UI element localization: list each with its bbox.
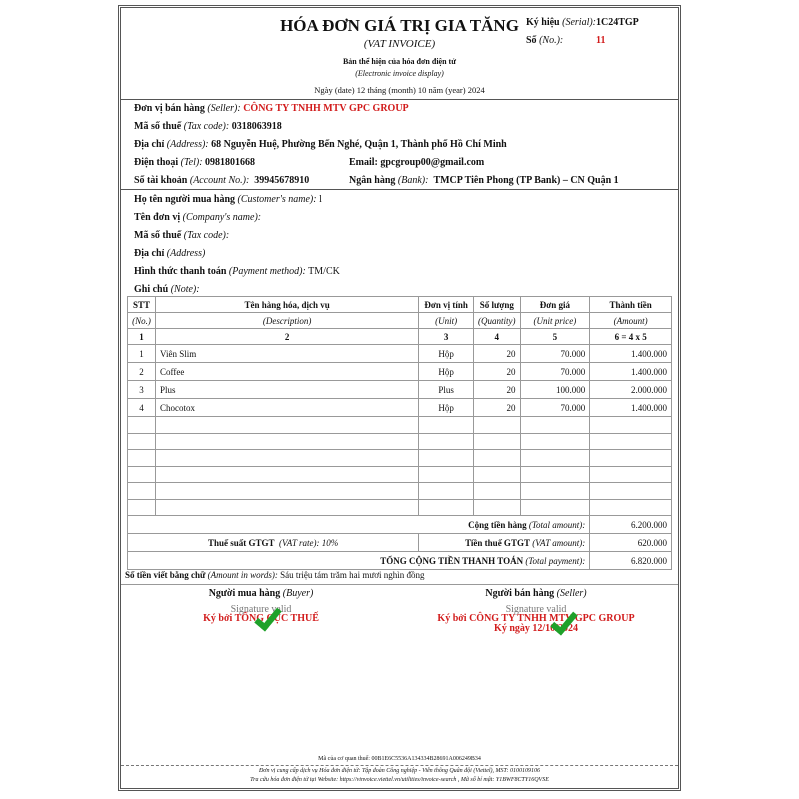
- table-header-row: [128, 297, 672, 313]
- col-amount: Thành tiền: [590, 297, 672, 313]
- vat-amount: 620.000: [590, 534, 672, 552]
- empty-cell: [155, 417, 418, 434]
- vat-amount-label: Tiền thuế GTGT: [465, 537, 530, 548]
- table-cell: 70.000: [520, 363, 590, 381]
- seller-tel-label: Điện thoại: [134, 157, 179, 168]
- seller-account-label-en: (Account No.):: [189, 175, 250, 186]
- display-label: Bản thể hiện của hóa đơn điện tử: [342, 57, 457, 66]
- empty-cell: [590, 417, 672, 434]
- empty-cell: [590, 433, 672, 450]
- index-cell: 5: [520, 329, 590, 345]
- buyer-tax-label-en: (Tax code):: [183, 230, 230, 241]
- seller-sig-label-en: (Seller): [556, 588, 587, 599]
- table-cell: 20: [474, 345, 521, 363]
- seller-tax-code: 0318063918: [231, 121, 282, 132]
- col-no-en: (No.): [128, 313, 156, 329]
- seller-address-label-en: (Address):: [166, 139, 209, 150]
- invoice-date: Ngày (date) 12 tháng (month) 10 năm (year) 2024: [314, 85, 485, 95]
- total-label: Cộng tiền hàng: [468, 519, 527, 530]
- empty-row: [128, 466, 672, 483]
- payment-method: TM/CK: [308, 266, 340, 277]
- total-payment-label-en: (Total payment):: [525, 555, 586, 566]
- seller-sign-date: Ký ngày 12/10/2024: [494, 623, 578, 634]
- empty-cell: [155, 466, 418, 483]
- invoice-number: 11: [596, 35, 606, 46]
- empty-cell: [155, 433, 418, 450]
- total-payment: 6.820.000: [590, 552, 672, 570]
- index-cell: 6 = 4 x 5: [590, 329, 672, 345]
- seller-label-en: (Seller):: [207, 103, 241, 114]
- table-cell: 20: [474, 363, 521, 381]
- empty-cell: [520, 499, 590, 516]
- total-label-en: (Total amount):: [528, 519, 586, 530]
- table-cell: 1: [128, 345, 156, 363]
- col-description-en: (Description): [155, 313, 418, 329]
- seller-account-label: Số tài khoản: [134, 175, 188, 186]
- table-cell: 1.400.000: [590, 399, 672, 417]
- seller-tel: 0981801668: [205, 157, 256, 168]
- display-label-en: (Electronic invoice display): [355, 69, 444, 78]
- table-cell: 70.000: [520, 345, 590, 363]
- empty-cell: [520, 466, 590, 483]
- tax-authority-code: Mã của cơ quan thuế: 00B1E6C5536A134334B28691A006249B34: [318, 756, 481, 762]
- empty-cell: [474, 433, 521, 450]
- empty-cell: [155, 483, 418, 500]
- vat-rate-label: Thuế suất GTGT: [207, 537, 275, 548]
- table-cell: 2: [128, 363, 156, 381]
- index-cell: 4: [474, 329, 521, 345]
- seller-tax-label-en: (Tax code):: [183, 121, 230, 132]
- no-label-en: (No.):: [539, 35, 564, 46]
- serial-value: 1C24TGP: [596, 17, 639, 28]
- divider: [121, 584, 678, 585]
- table-row: [128, 345, 672, 363]
- invoice-subtitle: (VAT INVOICE): [363, 38, 436, 50]
- seller-signature: [411, 588, 661, 634]
- col-quantity-en: (Quantity): [474, 313, 521, 329]
- empty-cell: [520, 417, 590, 434]
- empty-cell: [419, 466, 474, 483]
- buyer-sig-label: Người mua hàng: [208, 588, 281, 599]
- table-cell: Plus: [155, 381, 418, 399]
- empty-cell: [590, 499, 672, 516]
- empty-row: [128, 499, 672, 516]
- col-unit-price-en: (Unit price): [520, 313, 590, 329]
- divider: [121, 189, 678, 190]
- col-no: STT: [128, 297, 156, 313]
- provider-info: Đơn vị cung cấp dịch vụ Hóa đơn điện tử: Tập đoàn Công nghiệp - Viễn thông Quân đội (Viettel), MST: 0100109106: [258, 768, 541, 774]
- seller-bank-label: Ngân hàng: [349, 175, 396, 186]
- seller-label: Đơn vị bán hàng: [134, 103, 205, 114]
- table-cell: 70.000: [520, 399, 590, 417]
- table-cell: 20: [474, 381, 521, 399]
- items-table: [127, 296, 672, 570]
- seller-address-label: Địa chỉ: [134, 139, 165, 150]
- table-cell: 20: [474, 399, 521, 417]
- empty-row: [128, 417, 672, 434]
- seller-account: 39945678910: [254, 175, 310, 186]
- empty-cell: [419, 450, 474, 467]
- vat-rate: (VAT rate): 10%: [278, 537, 339, 548]
- col-unit-price: Đơn giá: [520, 297, 590, 313]
- words-label: Số tiền viết bằng chữ: [125, 570, 206, 580]
- table-header-row-en: [128, 313, 672, 329]
- table-cell: Hộp: [419, 345, 474, 363]
- buyer-address-label-en: (Address): [166, 248, 206, 259]
- table-row: [128, 363, 672, 381]
- no-label: Số: [526, 35, 537, 46]
- table-cell: 3: [128, 381, 156, 399]
- empty-row: [128, 450, 672, 467]
- table-cell: 1.400.000: [590, 363, 672, 381]
- empty-cell: [474, 499, 521, 516]
- col-quantity: Số lượng: [474, 297, 521, 313]
- empty-cell: [520, 433, 590, 450]
- seller-bank: TMCP Tiên Phong (TP Bank) – CN Quận 1: [433, 175, 619, 186]
- buyer-name-label: Họ tên người mua hàng: [134, 194, 236, 205]
- index-cell: 1: [128, 329, 156, 345]
- empty-cell: [474, 466, 521, 483]
- vat-amount-label-en: (VAT amount):: [532, 537, 586, 548]
- empty-cell: [155, 450, 418, 467]
- empty-cell: [474, 417, 521, 434]
- table-row: [128, 399, 672, 417]
- table-cell: 4: [128, 399, 156, 417]
- seller-name: CÔNG TY TNHH MTV GPC GROUP: [243, 103, 409, 114]
- empty-cell: [419, 433, 474, 450]
- empty-cell: [128, 466, 156, 483]
- payment-row: [128, 552, 672, 570]
- col-unit-en: (Unit): [419, 313, 474, 329]
- buyer-company-label-en: (Company's name):: [182, 212, 262, 223]
- serial-label-en: (Serial):: [562, 17, 597, 28]
- seller-email: Email: gpcgroup00@gmail.com: [349, 157, 485, 168]
- table-cell: Coffee: [155, 363, 418, 381]
- buyer-signature-valid: Signature valid: [230, 604, 292, 615]
- table-cell: Chocotox: [155, 399, 418, 417]
- buyer-sig-label-en: (Buyer): [282, 588, 314, 599]
- invoice-title: HÓA ĐƠN GIÁ TRỊ GIA TĂNG: [280, 16, 519, 35]
- invoice-header: [121, 8, 678, 100]
- payment-method-label-en: (Payment method):: [228, 266, 306, 277]
- table-cell: 100.000: [520, 381, 590, 399]
- words-label-en: (Amount in words):: [207, 570, 278, 580]
- col-description: Tên hàng hóa, dịch vụ: [155, 297, 418, 313]
- buyer-company-label: Tên đơn vị: [134, 212, 181, 223]
- total-row: [128, 516, 672, 534]
- seller-address: 68 Nguyễn Huệ, Phường Bến Nghé, Quận 1, Thành phố Hồ Chí Minh: [211, 139, 507, 150]
- empty-cell: [128, 417, 156, 434]
- note-label: Ghi chú: [134, 284, 169, 295]
- buyer-name: l: [319, 194, 322, 205]
- empty-cell: [590, 466, 672, 483]
- seller-sig-label: Người bán hàng: [485, 588, 555, 599]
- empty-cell: [520, 450, 590, 467]
- buyer-signed-by: Ký bởi TỔNG CỤC THUẾ: [203, 613, 319, 624]
- empty-row: [128, 433, 672, 450]
- index-cell: 3: [419, 329, 474, 345]
- table-cell: Hộp: [419, 363, 474, 381]
- payment-method-label: Hình thức thanh toán: [134, 266, 227, 277]
- empty-cell: [128, 433, 156, 450]
- empty-cell: [474, 450, 521, 467]
- buyer-address-label: Địa chỉ: [134, 248, 165, 259]
- lookup-info: Tra cứu hóa đơn điện tử tại Website: https://vinvoice.viettel.vn/utilities/invoice-search , Mã số bí mật: Y1BWF8CTY16QVSE: [250, 777, 549, 783]
- total-amount: 6.200.000: [590, 516, 672, 534]
- total-payment-label: TỔNG CỘNG TIỀN THANH TOÁN: [380, 555, 524, 566]
- vat-row: [128, 534, 672, 552]
- empty-cell: [419, 499, 474, 516]
- table-cell: Viên Slim: [155, 345, 418, 363]
- empty-cell: [419, 417, 474, 434]
- seller-signed-by: Ký bởi CÔNG TY TNHH MTV GPC GROUP: [437, 613, 635, 624]
- table-cell: 2.000.000: [590, 381, 672, 399]
- seller-tel-label-en: (Tel):: [180, 157, 203, 168]
- buyer-signature: [161, 588, 361, 624]
- col-unit: Đơn vị tính: [419, 297, 474, 313]
- empty-cell: [128, 450, 156, 467]
- serial-label: Ký hiệu: [526, 17, 560, 28]
- note-label-en: (Note):: [170, 284, 200, 295]
- serial-block: [526, 14, 639, 50]
- empty-cell: [128, 499, 156, 516]
- empty-cell: [128, 483, 156, 500]
- buyer-tax-label: Mã số thuế: [134, 230, 182, 241]
- amount-in-words: Sáu triệu tám trăm hai mươi nghìn đồng: [280, 570, 425, 580]
- seller-signature-valid: Signature valid: [505, 604, 567, 615]
- empty-cell: [419, 483, 474, 500]
- empty-row: [128, 483, 672, 500]
- index-row: [128, 329, 672, 345]
- seller-bank-label-en: (Bank):: [397, 175, 429, 186]
- table-cell: Plus: [419, 381, 474, 399]
- table-cell: Hộp: [419, 399, 474, 417]
- empty-cell: [155, 499, 418, 516]
- seller-tax-label: Mã số thuế: [134, 121, 182, 132]
- empty-cell: [590, 483, 672, 500]
- empty-cell: [474, 483, 521, 500]
- divider: [121, 765, 678, 766]
- index-cell: 2: [155, 329, 418, 345]
- col-amount-en: (Amount): [590, 313, 672, 329]
- empty-cell: [520, 483, 590, 500]
- empty-cell: [590, 450, 672, 467]
- buyer-name-label-en: (Customer's name):: [237, 194, 317, 205]
- invoice: [118, 5, 681, 791]
- table-cell: 1.400.000: [590, 345, 672, 363]
- table-row: [128, 381, 672, 399]
